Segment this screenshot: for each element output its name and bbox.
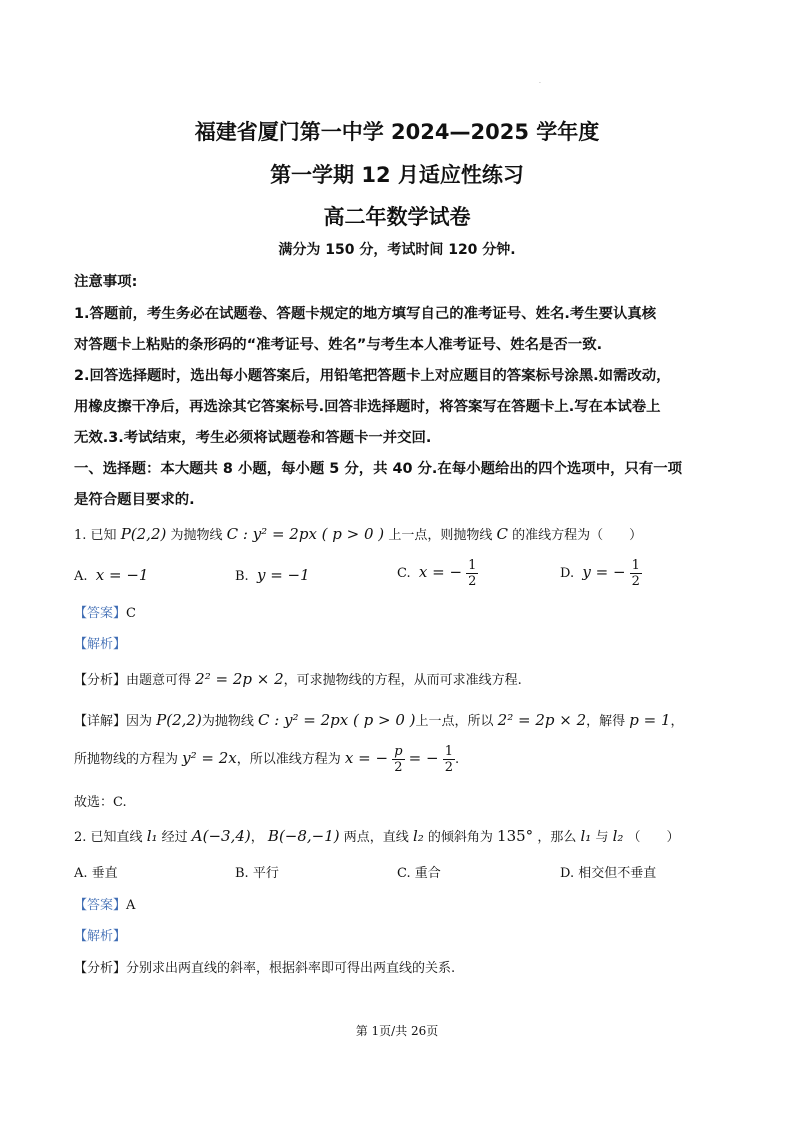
q1-detail2-eq2: = − xyxy=(408,749,439,767)
q2-option-c: C. 重合 xyxy=(397,866,441,881)
q2-analysis-tag: 【解析】 xyxy=(74,929,127,944)
page-footer: 第 1页/共 26页 xyxy=(355,1024,439,1038)
title-subject: 高二年数学试卷 xyxy=(323,205,471,229)
q2-l1: l₁ xyxy=(146,827,158,845)
q1-point: P(2,2) xyxy=(120,525,167,543)
q1-answer-tag: 【答案】 xyxy=(74,606,127,621)
title-school: 福建省厦门第一中学 2024—2025 学年度 xyxy=(194,120,600,144)
q2-point-a: A(−3,4) xyxy=(191,827,251,845)
q2-point-b: B(−8,−1) xyxy=(267,827,340,845)
q2-option-d: D. 相交但不垂直 xyxy=(560,866,657,881)
q1-fenxi-eq: 2² = 2p × 2 xyxy=(195,670,284,688)
q2-comma: ， xyxy=(250,830,264,845)
q1-detail-eq: 2² = 2p × 2 xyxy=(497,711,587,729)
q1-fenxi xyxy=(74,669,522,688)
q2-answer-value: A xyxy=(126,898,136,913)
q1-option-b-label: B. xyxy=(235,569,249,584)
q1-detail-point: P(2,2) xyxy=(156,711,202,729)
q2-answer-tag: 【答案】 xyxy=(74,898,127,913)
scan-dot: . xyxy=(539,78,541,85)
q1-answer-value: C xyxy=(126,606,136,621)
q1-option-b xyxy=(235,566,310,584)
q2-angle: 135° xyxy=(497,827,534,845)
q1-detail-d: ，解得 xyxy=(586,714,626,729)
q2-text-b: 两点，直线 xyxy=(343,830,409,845)
q1-detail-tag: 【详解】 xyxy=(74,714,127,729)
q1-detail-e: ， xyxy=(670,714,684,729)
exam-subtitle: 满分为 150 分，考试时间 120 分钟. xyxy=(278,242,516,258)
section1-line1: 一、选择题：本大题共 8 小题，每小题 5 分，共 40 分.在每小题给出的四个选项中，只有一项 xyxy=(74,461,683,477)
q2-paren: （ ） xyxy=(627,830,680,845)
q1-option-a-value: x = −1 xyxy=(95,566,149,584)
q2-option-a: A. 垂直 xyxy=(74,866,118,881)
q2-fenxi xyxy=(74,957,455,976)
q1-option-a-label: A. xyxy=(74,569,88,584)
q1-fenxi-tag: 【分析】 xyxy=(74,673,127,688)
q2-text-a: 经过 xyxy=(161,830,188,845)
q1-detail2-x: x = − xyxy=(344,749,389,767)
q2-text-d: ，那么 xyxy=(537,830,577,845)
q1-fenxi-a: 由题意可得 xyxy=(126,673,192,688)
q1-fenxi-b: ，可求抛物线的方程，从而可求准线方程. xyxy=(283,673,522,688)
q1-option-c-label: C. xyxy=(397,566,411,581)
q1-detail2-end: . xyxy=(455,752,460,767)
notice-p1-line1: 1.答题前，考生务必在试题卷、答题卡规定的地方填写自己的准考证号、姓名.考生要认真核 xyxy=(74,306,657,322)
q1-detail2 xyxy=(74,744,459,775)
q1-text-c: 的准线方程为（ ） xyxy=(512,528,643,543)
q2-fenxi-text: 分别求出两直线的斜率，根据斜率即可得出两直线的关系. xyxy=(126,961,456,976)
q1-detail2-frac-half: $\frac{1}{2}$ xyxy=(444,744,453,775)
q1-detail2-a: 所抛物线的方程为 xyxy=(74,752,179,767)
q1-stem xyxy=(74,524,642,543)
q2-with: 与 xyxy=(595,830,609,845)
q1-option-c-prefix: x = − xyxy=(418,563,463,581)
q1-detail2-frac-p: $\frac{p}{2}$ xyxy=(394,744,403,775)
q1-detail2-b: ，所以准线方程为 xyxy=(236,752,341,767)
q1-analysis-tag: 【解析】 xyxy=(74,637,127,652)
q1-c: C xyxy=(496,525,508,543)
notice-p2-line3: 无效.3.考试结束，考生必须将试题卷和答题卡一并交回. xyxy=(74,430,432,446)
q1-detail2-eq: y² = 2x xyxy=(182,749,237,767)
q1-detail-c: 上一点，所以 xyxy=(415,714,494,729)
q1-text-b: 上一点，则抛物线 xyxy=(388,528,493,543)
notice-p2-line2: 用橡皮擦干净后，再选涂其它答案标号.回答非选择题时，将答案写在答题卡上.写在本试卷上 xyxy=(74,399,661,415)
q2-text-c: 的倾斜角为 xyxy=(427,830,493,845)
q1-detail-parabola: C : y² = 2px ( p > 0 ) xyxy=(257,711,416,729)
q1-option-d-fraction: $\frac{1}{2}$ xyxy=(631,558,640,589)
q1-option-d-label: D. xyxy=(560,566,575,581)
q1-text-a: 为抛物线 xyxy=(170,528,223,543)
q1-number: 1. 已知 xyxy=(74,528,117,543)
q1-option-c-fraction: $\frac{1}{2}$ xyxy=(468,558,477,589)
q1-parabola: C : y² = 2px ( p > 0 ) xyxy=(226,525,385,543)
q1-option-a xyxy=(74,566,148,584)
q1-choose: 故选：C. xyxy=(74,795,127,810)
q1-option-b-value: y = −1 xyxy=(256,566,310,584)
q2-number: 2. 已知直线 xyxy=(74,830,143,845)
q2-option-b: B. 平行 xyxy=(235,866,279,881)
q2-l2b: l₂ xyxy=(612,827,624,845)
q2-answer xyxy=(74,894,135,913)
q2-l1b: l₁ xyxy=(580,827,592,845)
section1-line2: 是符合题目要求的. xyxy=(74,492,195,508)
q1-option-d-prefix: y = − xyxy=(582,563,626,581)
q1-option-c xyxy=(397,558,478,589)
q1-option-d xyxy=(560,558,642,589)
title-term: 第一学期 12 月适应性练习 xyxy=(270,163,524,187)
q1-detail-b: 为抛物线 xyxy=(201,714,254,729)
notice-p2-line1: 2.回答选择题时，选出每小题答案后，用铅笔把答题卡上对应题目的答案标号涂黑.如需改动， xyxy=(74,368,671,384)
q1-detail-a: 因为 xyxy=(126,714,153,729)
q1-detail-p: p = 1 xyxy=(629,711,671,729)
q2-fenxi-tag: 【分析】 xyxy=(74,961,127,976)
q2-l2: l₂ xyxy=(412,827,424,845)
q1-detail xyxy=(74,710,684,729)
notice-p1-line2: 对答题卡上粘贴的条形码的“准考证号、姓名”与考生本人准考证号、姓名是否一致. xyxy=(74,337,603,353)
q1-answer xyxy=(74,602,136,621)
notice-heading: 注意事项: xyxy=(74,274,138,290)
q2-stem xyxy=(74,826,680,845)
